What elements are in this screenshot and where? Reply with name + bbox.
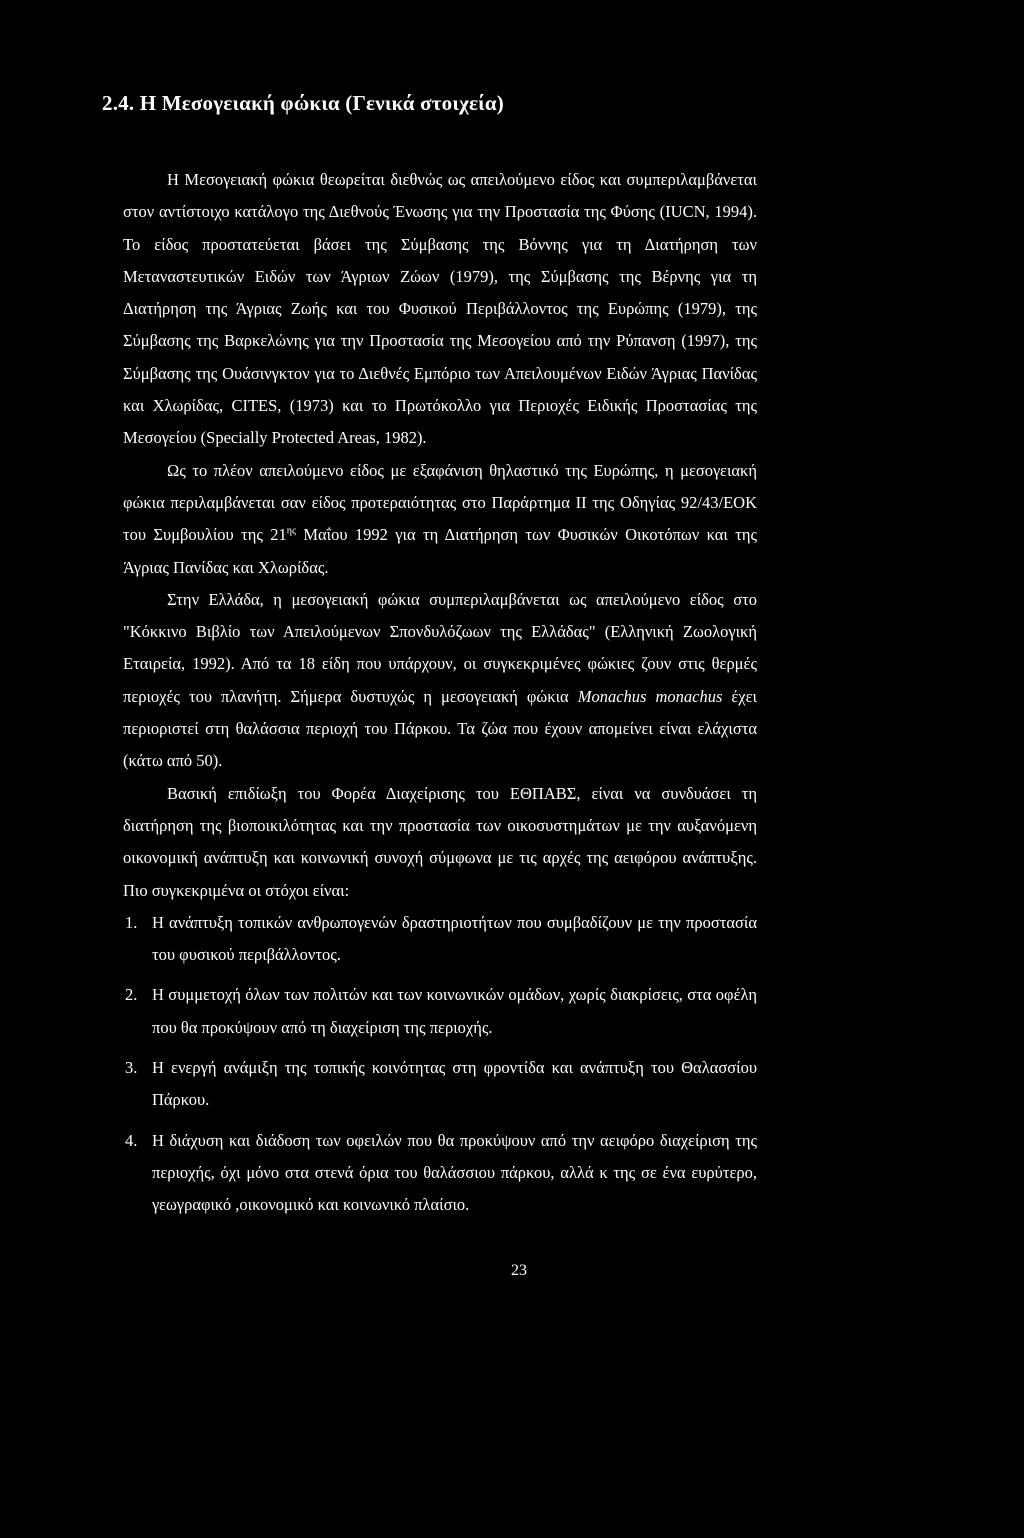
- list-item-number: 2.: [125, 985, 138, 1005]
- paragraph-eu-directive-text-end: Μαΐου 1992 για τη Διατήρηση των Φυσικών Οικοτόπων και της Άγριας Πανίδας και Χλωρίδας.: [123, 525, 757, 577]
- paragraph-conventions: Η Μεσογειακή φώκια θεωρείται διεθνώς ως απειλούμενο είδος και συμπεριλαμβάνεται στον αντίστοιχο κατάλογο της Διεθνούς Ένωσης για την Προστασία της Φύσης (IUCN, 1994). Το είδος προστατεύεται βάσει της Σύμβασης της Βόννης για τη Διατήρηση των Μεταναστευτικών Ειδών των Άγριων Ζώων (1979), της Σύμβασης της Βέρνης για τη Διατήρηση της Άγριας Ζωής και του Φυσικού Περιβάλλοντος της Ευρώπης (1979), της Σύμβασης της Βαρκελώνης για την Προστασία της Μεσογείου από την Ρύπανση (1997), της Σύμβασης της Ουάσινγκτον για το Διεθνές Εμπόριο των Απειλουμένων Ειδών Άγριας Πανίδας και Χλωρίδας, CITES, (1973) και το Πρωτόκολλο για Περιοχές Ειδικής Προστασίας της Μεσογείου (Specially Protected Areas, 1982).: [123, 170, 757, 448]
- list-item: [123, 1125, 757, 1222]
- paragraph-eu-directive: [123, 455, 757, 584]
- list-item-number: 4.: [125, 1130, 138, 1150]
- list-item-number: 3.: [125, 1058, 138, 1078]
- list-item: [123, 979, 757, 1044]
- list-item-text: Η διάχυση και διάδοση των οφειλών που θα προκύψουν από την αειφόρο διαχείριση της περιοχής, όχι μόνο στα στενά όρια του θαλάσσιου πάρκου, αλλά κ της σε ένα ευρύτερο, γεωγραφικό ,οικονομικό και κοινωνικό πλαίσιο.: [152, 1130, 757, 1215]
- paragraph-greece-text-end: έχει περιοριστεί στη θαλάσσια περιοχή του Πάρκου. Τα ζώα που έχουν απομείνει είναι ελάχιστα (κάτω από 50).: [123, 686, 757, 771]
- list-item-number: 1.: [125, 912, 138, 932]
- goals-list: [123, 907, 757, 1222]
- paragraph-management-goal: Βασική επιδίωξη του Φορέα Διαχείρισης του ΕΘΠΑΒΣ, είναι να συνδυάσει τη διατήρηση της βιοποικιλότητας και την προστασία των οικοσυστημάτων με την αυξανόμενη οικονομική ανάπτυξη και κοινωνική συνοχή σύμφωνα με τις αρχές της αειφόρου ανάπτυξης. Πιο συγκεκριμένα οι στόχοι είναι:: [123, 783, 757, 900]
- species-name: Monachus monachus: [577, 686, 723, 706]
- list-item: [123, 1052, 757, 1117]
- page-number: 23: [511, 1262, 527, 1279]
- list-item-text: Η συμμετοχή όλων των πολιτών και των κοινωνικών ομάδων, χωρίς διακρίσεις, στα οφέλη που θα προκύψουν από τη διαχείριση της περιοχής.: [152, 985, 757, 1037]
- section-title: 2.4. Η Μεσογειακή φώκια (Γενικά στοιχεία): [102, 91, 504, 115]
- ordinal-suffix: ης: [286, 525, 296, 537]
- paragraph-eu-directive-text: Ως το πλέον απειλούμενο είδος με εξαφάνιση θηλαστικό της Ευρώπης, η μεσογειακή φώκια περιλαμβάνεται σαν είδος προτεραιότητας στο Παράρτημα II της Οδηγίας 92/43/ΕΟΚ του Συμβουλίου της 21: [123, 460, 757, 545]
- list-item-text: Η ενεργή ανάμιξη της τοπικής κοινότητας στη φροντίδα και ανάπτυξη του Θαλασσίου Πάρκου.: [152, 1058, 757, 1110]
- list-item: [123, 907, 757, 972]
- body-text: [123, 164, 757, 1230]
- list-item-text: Η ανάπτυξη τοπικών ανθρωπογενών δραστηριοτήτων που συμβαδίζουν με την προστασία του φυσικού περιβάλλοντος.: [152, 912, 757, 965]
- paragraph-greece-text: Στην Ελλάδα, η μεσογειακή φώκια συμπεριλαμβάνεται ως απειλούμενο είδος στο "Κόκκινο Βιβλίο των Απειλούμενων Σπονδυλόζωων της Ελλάδας" (Ελληνική Ζωολογική Εταιρεία, 1992). Από τα 18 είδη που υπάρχουν, οι συγκεκριμένες φώκιες ζουν στις θερμές περιοχές του πλανήτη. Σήμερα δυστυχώς η μεσογειακή φώκια: [123, 589, 757, 706]
- paragraph-greece: [123, 584, 757, 778]
